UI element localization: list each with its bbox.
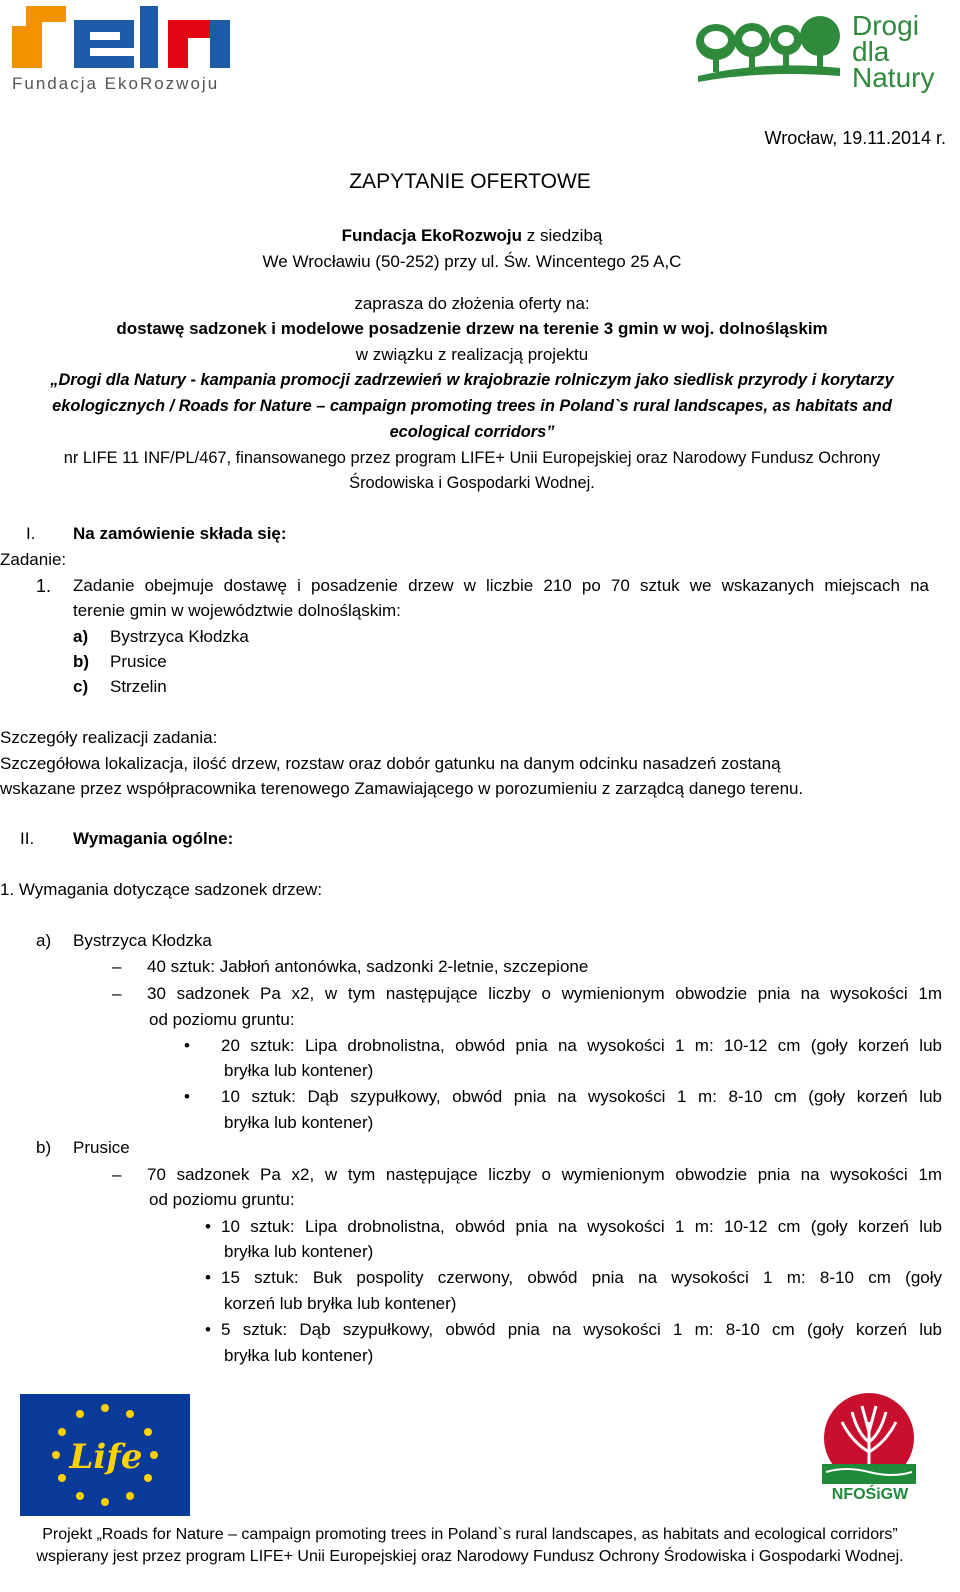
section-1-number: I. — [26, 524, 36, 543]
drogi-dla-natury-trees-graphic — [694, 12, 844, 82]
project-title-line-3: ecological corridors” — [389, 423, 555, 441]
req-b-title: Prusice — [73, 1138, 130, 1157]
req-a-bullet-1-line-1: 20 sztuk: Lipa drobnolistna, obwód pnia na wysokości 1 m: 10-12 cm (goły korzeń lub — [221, 1036, 942, 1055]
req-b-bullet-3-line-1: 5 sztuk: Dąb szypułkowy, obwód pnia na wysokości 1 m: 8-10 cm (goły korzeń lub — [221, 1320, 942, 1339]
bullet-icon: • — [184, 1087, 190, 1106]
dn-logo-line-2: dla — [852, 36, 890, 67]
req-a-item-1: 40 sztuk: Jabłoń antonówka, sadzonki 2-letnie, szczepione — [147, 957, 589, 976]
req-a-bullet-2-line-2: bryłka lub kontener) — [224, 1113, 374, 1132]
project-title-line-2: ekologicznych / Roads for Nature – campaign promoting trees in Poland`s rural landscapes, as habitats and — [52, 397, 892, 415]
nfosigw-logo-text: NFOŚiGW — [831, 1486, 909, 1503]
municipality-letter-c: c) — [73, 677, 89, 696]
task-item-number: 1. — [36, 576, 52, 596]
municipality-a: Bystrzyca Kłodzka — [110, 627, 249, 646]
eu-life-logo-graphic — [20, 1394, 190, 1516]
task-item-line-1: Zadanie obejmuje dostawę i posadzenie drzew w liczbie 210 po 70 sztuk we wskazanych miejscach na — [73, 576, 929, 595]
req-a-title: Bystrzyca Kłodzka — [73, 931, 212, 950]
fer-logo-text: Fundacja EkoRozwoju — [12, 74, 220, 93]
task-label: Zadanie: — [0, 550, 67, 569]
req-b-letter: b) — [36, 1138, 52, 1157]
organization-seat: z siedzibą — [522, 226, 603, 245]
dash-icon: – — [112, 957, 122, 976]
req-a-item-2-line-2: od poziomu gruntu: — [149, 1010, 295, 1029]
bullet-icon: • — [205, 1217, 211, 1236]
municipality-c: Strzelin — [110, 677, 167, 696]
req-b-item-1-line-1: 70 sadzonek Pa x2, w tym następujące liczby o wymienionym obwodzie pnia na wysokości 1m — [147, 1165, 942, 1184]
dn-logo-line-3: Natury — [852, 62, 935, 93]
dn-logo-line-1: Drogi — [852, 10, 919, 41]
requirements-label: 1. Wymagania dotyczące sadzonek drzew: — [0, 880, 323, 899]
footer-line-2: wspierany jest przez program LIFE+ Unii Europejskiej oraz Narodowy Fundusz Ochrony Środowiska i Gospodarki Wodnej. — [36, 1548, 904, 1565]
req-a-bullet-2-line-1: 10 sztuk: Dąb szypułkowy, obwód pnia na wysokości 1 m: 8-10 cm (goły korzeń lub — [221, 1087, 942, 1106]
nfosigw-logo-graphic — [822, 1392, 916, 1484]
document-title: ZAPYTANIE OFERTOWE — [349, 170, 591, 193]
funding-line-2: Środowiska i Gospodarki Wodnej. — [349, 474, 595, 492]
invite-subject: dostawę sadzonek i modelowe posadzenie drzew na terenie 3 gmin w woj. dolnośląskim — [116, 319, 828, 338]
req-a-letter: a) — [36, 931, 52, 950]
document-date: Wrocław, 19.11.2014 r. — [764, 128, 946, 148]
section-2-heading: Wymagania ogólne: — [73, 829, 234, 848]
organization-name: Fundacja EkoRozwoju — [341, 226, 523, 245]
bullet-icon: • — [184, 1036, 190, 1055]
organization-address: We Wrocławiu (50-252) przy ul. Św. Wincentego 25 A,C — [262, 252, 682, 271]
req-b-bullet-2-line-1: 15 sztuk: Buk pospolity czerwony, obwód pnia na wysokości 1 m: 8-10 cm (goły — [221, 1268, 942, 1287]
details-line-1: Szczegółowa lokalizacja, ilość drzew, rozstaw oraz dobór gatunku na danym odcinku nasadzeń zostaną — [0, 754, 781, 773]
section-1-heading: Na zamówienie składa się: — [73, 524, 287, 543]
organization-line — [0, 226, 944, 246]
task-item-line-2: terenie gmin w województwie dolnośląskim: — [73, 601, 401, 620]
fer-logo-graphic — [12, 6, 230, 68]
req-a-bullet-1-line-2: bryłka lub kontener) — [224, 1061, 374, 1080]
req-b-bullet-2-line-2: korzeń lub bryłka lub kontener) — [224, 1294, 457, 1313]
project-title-line-1: „Drogi dla Natury - kampania promocji zadrzewień w krajobrazie rolniczym jako siedlisk przyrody i korytarzy — [50, 371, 894, 389]
invite-line-3: w związku z realizacją projektu — [355, 345, 589, 364]
footer-line-1: Projekt „Roads for Nature – campaign promoting trees in Poland`s rural landscapes, as habitats and ecological corridors” — [42, 1526, 898, 1543]
details-line-2: wskazane przez współpracownika terenowego Zamawiającego w porozumieniu z zarządcą danego terenu. — [0, 779, 804, 798]
bullet-icon: • — [205, 1268, 211, 1287]
invite-line-1: zaprasza do złożenia oferty na: — [354, 294, 590, 313]
section-2-number: II. — [20, 829, 35, 848]
life-logo-text: Life — [69, 1437, 143, 1477]
details-label: Szczegóły realizacji zadania: — [0, 728, 218, 747]
funding-line-1: nr LIFE 11 INF/PL/467, finansowanego przez program LIFE+ Unii Europejskiej oraz Narodowy Fundusz Ochrony — [63, 449, 881, 467]
bullet-icon: • — [205, 1320, 211, 1339]
dash-icon: – — [112, 1165, 122, 1184]
req-b-bullet-1-line-2: bryłka lub kontener) — [224, 1242, 374, 1261]
dash-icon: – — [112, 984, 122, 1003]
municipality-letter-a: a) — [73, 627, 89, 646]
req-b-item-1-line-2: od poziomu gruntu: — [149, 1190, 295, 1209]
municipality-b: Prusice — [110, 652, 167, 671]
req-b-bullet-3-line-2: bryłka lub kontener) — [224, 1346, 374, 1365]
req-a-item-2-line-1: 30 sadzonek Pa x2, w tym następujące liczby o wymienionym obwodzie pnia na wysokości 1m — [147, 984, 942, 1003]
municipality-letter-b: b) — [73, 652, 90, 671]
req-b-bullet-1-line-1: 10 sztuk: Lipa drobnolistna, obwód pnia na wysokości 1 m: 10-12 cm (goły korzeń lub — [221, 1217, 942, 1236]
